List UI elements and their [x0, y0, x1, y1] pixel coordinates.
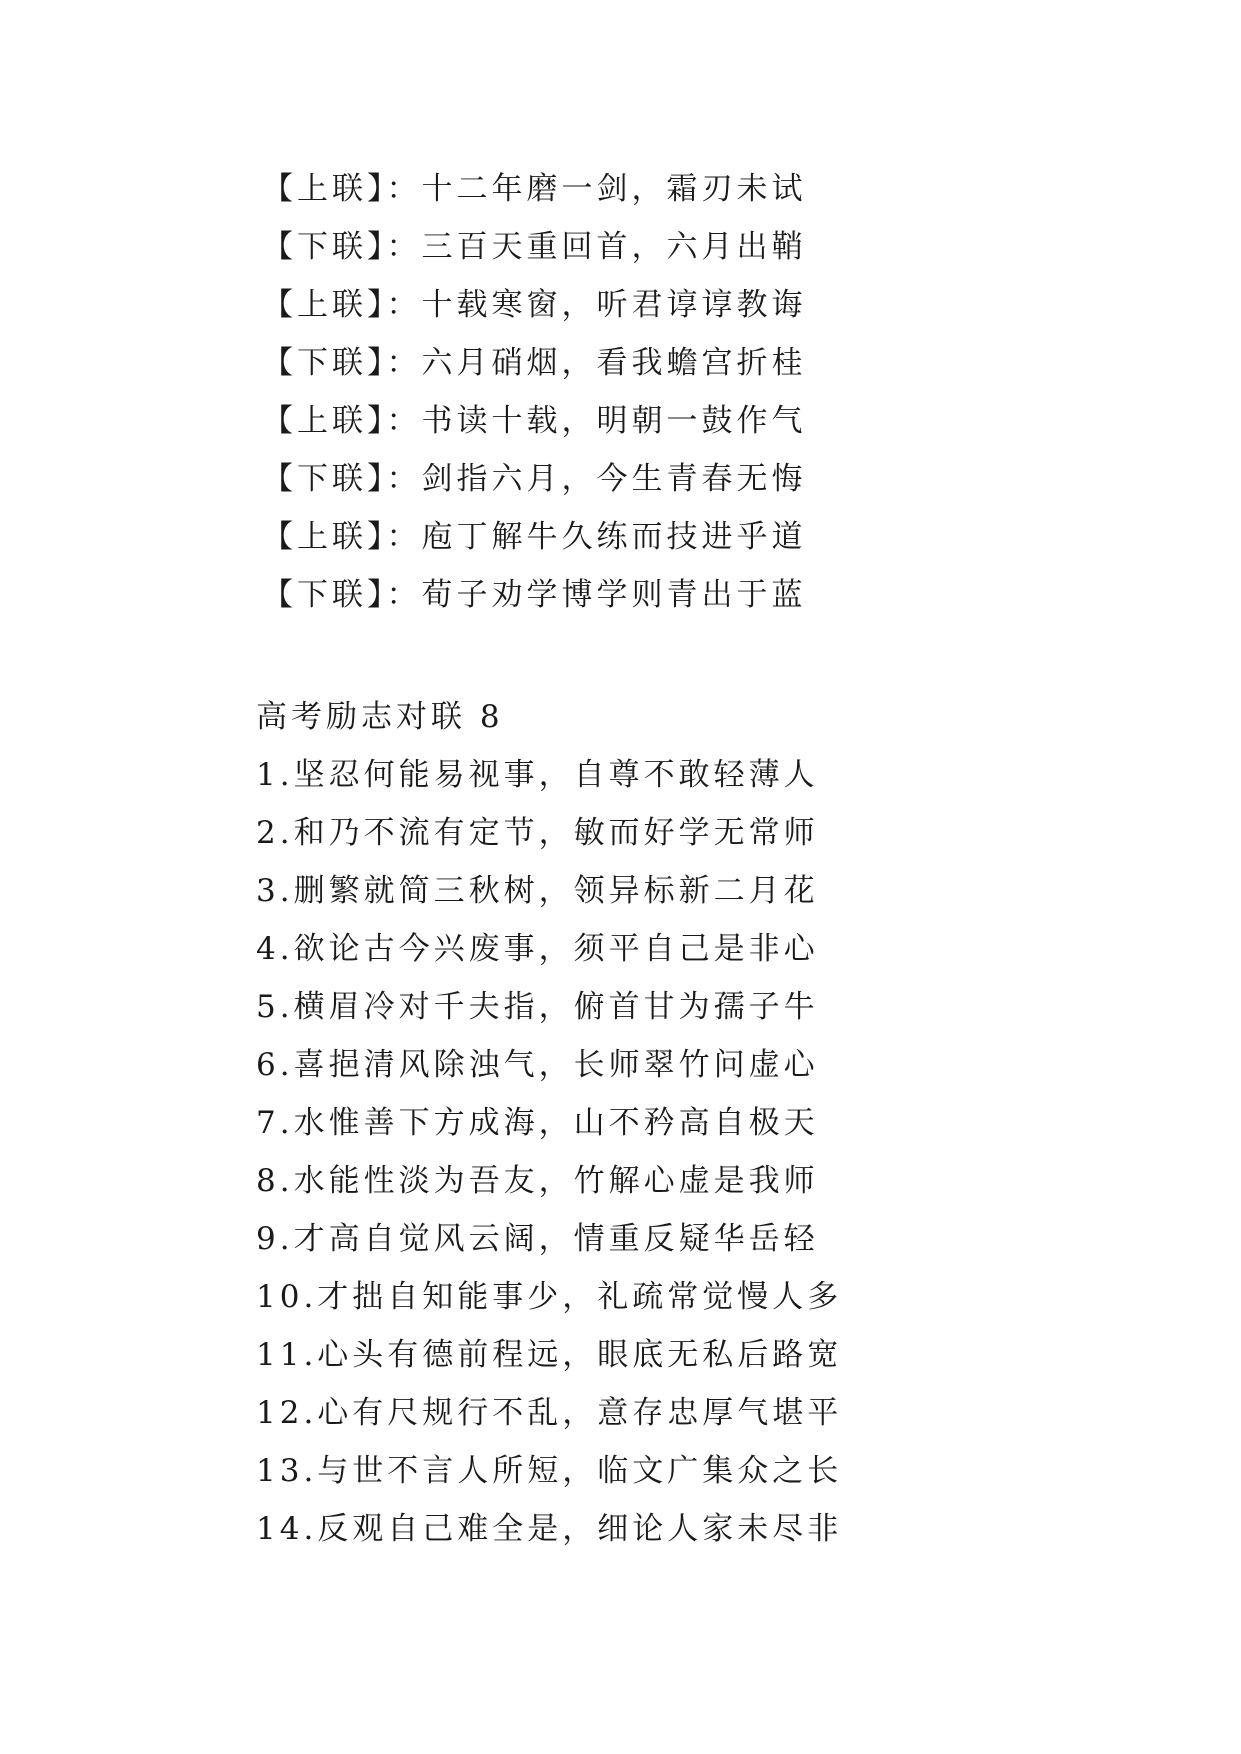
couplet-tag: 【上联】	[262, 287, 387, 323]
couplet-text: 书读十载，明朝一鼓作气	[421, 403, 807, 439]
couplet-separator: ：	[386, 577, 422, 613]
couplet-section	[256, 688, 1016, 1558]
couplet-line	[262, 566, 962, 624]
section-title: 高考励志对联 8	[256, 699, 504, 735]
couplet-line	[262, 160, 962, 218]
couplet-tag: 【下联】	[262, 229, 387, 265]
list-item: 9.才高自觉风云阔，情重反疑华岳轻	[256, 1221, 819, 1257]
list-item: 4.欲论古今兴废事，须平自己是非心	[256, 931, 819, 967]
couplet-line	[262, 508, 962, 566]
couplet-tag: 【下联】	[262, 577, 387, 613]
couplet-separator: ：	[386, 519, 422, 555]
couplet-separator: ：	[386, 345, 422, 381]
list-item: 7.水惟善下方成海，山不矜高自极天	[256, 1105, 819, 1141]
couplet-line	[262, 218, 962, 276]
couplet-text: 十二年磨一剑，霜刃未试	[421, 171, 807, 207]
list-item: 3.删繁就简三秋树，领异标新二月花	[256, 873, 819, 909]
list-item: 2.和乃不流有定节，敏而好学无常师	[256, 815, 819, 851]
couplet-list	[262, 160, 962, 624]
couplet-tag: 【下联】	[262, 461, 387, 497]
couplet-tag: 【上联】	[262, 403, 387, 439]
list-item: 10.才拙自知能事少，礼疏常觉慢人多	[256, 1279, 843, 1315]
couplet-tag: 【上联】	[262, 171, 387, 207]
couplet-line	[262, 334, 962, 392]
list-item: 11.心头有德前程远，眼底无私后路宽	[256, 1337, 843, 1373]
couplet-text: 荀子劝学博学则青出于蓝	[421, 577, 807, 613]
list-item: 1.坚忍何能易视事，自尊不敢轻薄人	[256, 757, 819, 793]
couplet-separator: ：	[386, 461, 422, 497]
couplet-text: 六月硝烟，看我蟾宫折桂	[421, 345, 807, 381]
couplet-text: 剑指六月，今生青春无悔	[421, 461, 807, 497]
couplet-separator: ：	[386, 287, 422, 323]
couplet-line	[262, 392, 962, 450]
couplet-separator: ：	[386, 229, 422, 265]
list-item: 8.水能性淡为吾友，竹解心虚是我师	[256, 1163, 819, 1199]
couplet-text: 庖丁解牛久练而技进乎道	[421, 519, 807, 555]
couplet-separator: ：	[386, 171, 422, 207]
list-item: 12.心有尺规行不乱，意存忠厚气堪平	[256, 1395, 843, 1431]
couplet-tag: 【上联】	[262, 519, 387, 555]
couplet-line	[262, 450, 962, 508]
list-item: 13.与世不言人所短，临文广集众之长	[256, 1453, 843, 1489]
couplet-tag: 【下联】	[262, 345, 387, 381]
list-item: 6.喜挹清风除浊气，长师翠竹问虚心	[256, 1047, 819, 1083]
list-item: 5.横眉冷对千夫指，俯首甘为孺子牛	[256, 989, 819, 1025]
couplet-text: 十载寒窗，听君谆谆教诲	[421, 287, 807, 323]
couplet-separator: ：	[386, 403, 422, 439]
couplet-text: 三百天重回首，六月出鞘	[421, 229, 807, 265]
couplet-line	[262, 276, 962, 334]
list-item: 14.反观自己难全是，细论人家未尽非	[256, 1511, 843, 1547]
